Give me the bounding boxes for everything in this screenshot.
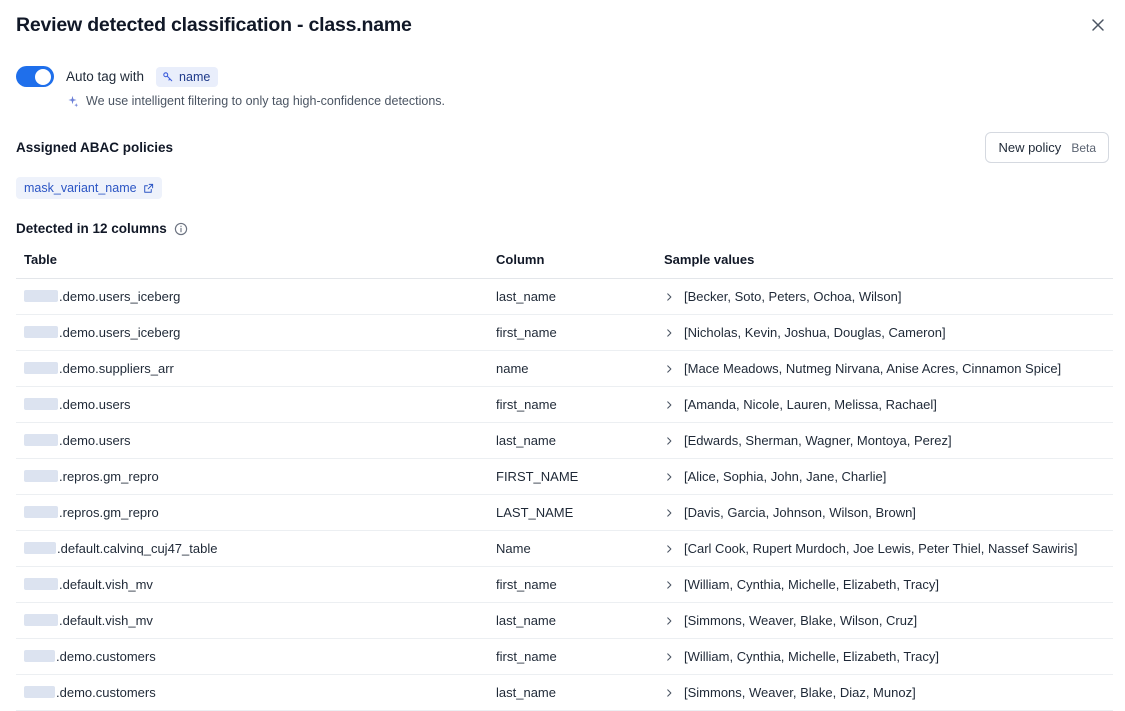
cell-table-name — [16, 675, 488, 711]
cell-sample-values — [656, 675, 1113, 711]
table-header-row — [16, 252, 1113, 279]
sample-values-wrapper — [664, 613, 1113, 628]
cell-sample-values — [656, 603, 1113, 639]
chevron-right-icon[interactable] — [664, 688, 674, 698]
abac-policy-label: mask_variant_name — [24, 181, 137, 195]
table-name-text: .default.vish_mv — [59, 577, 153, 592]
abac-policy-link[interactable] — [16, 177, 162, 199]
table-name-text: .default.vish_mv — [59, 613, 153, 628]
cell-table-name — [16, 351, 488, 387]
redacted-prefix — [24, 542, 56, 554]
sample-values-text: [Simmons, Weaver, Blake, Wilson, Cruz] — [684, 613, 918, 628]
column-header-table: Table — [16, 252, 488, 279]
chevron-right-icon[interactable] — [664, 364, 674, 374]
cell-table-name — [16, 567, 488, 603]
table-name-text: .demo.customers — [56, 649, 156, 664]
redacted-prefix — [24, 578, 58, 590]
cell-column-name: first_name — [488, 639, 656, 675]
redacted-prefix — [24, 326, 58, 338]
sample-values-wrapper — [664, 505, 1113, 520]
auto-tag-hint-text: We use intelligent filtering to only tag high-confidence detections. — [86, 94, 446, 108]
page-title: Review detected classification - class.name — [16, 14, 412, 36]
table-name-text: .repros.gm_repro — [59, 505, 159, 520]
redacted-prefix — [24, 614, 58, 626]
cell-sample-values — [656, 315, 1113, 351]
table-row[interactable] — [16, 531, 1113, 567]
chevron-right-icon[interactable] — [664, 328, 674, 338]
sample-values-text: [Nicholas, Kevin, Joshua, Douglas, Cameron] — [684, 325, 946, 340]
chevron-right-icon[interactable] — [664, 436, 674, 446]
cell-column-name: LAST_NAME — [488, 495, 656, 531]
cell-table-name — [16, 279, 488, 315]
chevron-right-icon[interactable] — [664, 508, 674, 518]
redacted-prefix — [24, 686, 55, 698]
cell-sample-values — [656, 495, 1113, 531]
cell-sample-values — [656, 531, 1113, 567]
table-name-text: .demo.suppliers_arr — [59, 361, 174, 376]
new-policy-label: New policy — [998, 140, 1062, 155]
table-row[interactable] — [16, 351, 1113, 387]
table-name-text: .demo.users_iceberg — [59, 325, 181, 340]
modal-header — [16, 0, 1109, 38]
cell-column-name: first_name — [488, 567, 656, 603]
table-row[interactable] — [16, 675, 1113, 711]
cell-sample-values — [656, 279, 1113, 315]
table-row[interactable] — [16, 603, 1113, 639]
auto-tag-hint — [66, 94, 1109, 108]
abac-section-header — [16, 132, 1109, 163]
tag-icon — [162, 71, 174, 83]
cell-column-name: name — [488, 351, 656, 387]
table-name-text: .repros.gm_repro — [59, 469, 159, 484]
detected-title: Detected in 12 columns — [16, 221, 167, 236]
cell-sample-values — [656, 423, 1113, 459]
sample-values-wrapper — [664, 361, 1113, 376]
sample-values-text: [Becker, Soto, Peters, Ochoa, Wilson] — [684, 289, 902, 304]
chevron-right-icon[interactable] — [664, 616, 674, 626]
cell-table-name — [16, 495, 488, 531]
sample-values-text: [Davis, Garcia, Johnson, Wilson, Brown] — [684, 505, 916, 520]
table-row[interactable] — [16, 495, 1113, 531]
cell-column-name: last_name — [488, 675, 656, 711]
auto-tag-row — [16, 66, 1109, 87]
redacted-prefix — [24, 362, 58, 374]
detected-section-header — [16, 221, 1109, 236]
cell-sample-values — [656, 351, 1113, 387]
cell-column-name: FIRST_NAME — [488, 459, 656, 495]
table-row[interactable] — [16, 315, 1113, 351]
info-icon[interactable] — [174, 222, 188, 236]
abac-title: Assigned ABAC policies — [16, 140, 174, 155]
sample-values-text: [Carl Cook, Rupert Murdoch, Joe Lewis, Peter Thiel, Nassef Sawiris] — [684, 541, 1078, 556]
cell-column-name: last_name — [488, 603, 656, 639]
sample-values-text: [Alice, Sophia, John, Jane, Charlie] — [684, 469, 887, 484]
table-name-text: .demo.users — [59, 397, 131, 412]
chevron-right-icon[interactable] — [664, 544, 674, 554]
cell-table-name — [16, 459, 488, 495]
redacted-prefix — [24, 470, 58, 482]
table-row[interactable] — [16, 387, 1113, 423]
cell-column-name: first_name — [488, 315, 656, 351]
sample-values-wrapper — [664, 541, 1113, 556]
table-row[interactable] — [16, 423, 1113, 459]
sample-values-wrapper — [664, 469, 1113, 484]
cell-table-name — [16, 315, 488, 351]
cell-sample-values — [656, 639, 1113, 675]
sample-values-wrapper — [664, 325, 1113, 340]
redacted-prefix — [24, 506, 58, 518]
cell-column-name: last_name — [488, 279, 656, 315]
cell-sample-values — [656, 567, 1113, 603]
beta-badge: Beta — [1071, 140, 1096, 155]
external-link-icon — [143, 183, 154, 194]
abac-policy-list — [16, 177, 1109, 199]
new-policy-button[interactable] — [985, 132, 1109, 163]
sample-values-text: [Simmons, Weaver, Blake, Diaz, Munoz] — [684, 685, 916, 700]
sample-values-wrapper — [664, 685, 1113, 700]
cell-column-name: last_name — [488, 423, 656, 459]
chevron-right-icon[interactable] — [664, 400, 674, 410]
sparkle-icon — [66, 95, 79, 108]
auto-tag-toggle[interactable] — [16, 66, 54, 87]
table-row[interactable] — [16, 567, 1113, 603]
detected-columns-table — [16, 252, 1113, 711]
table-row[interactable] — [16, 279, 1113, 315]
sample-values-text: [William, Cynthia, Michelle, Elizabeth, Tracy] — [684, 577, 940, 592]
tag-chip-label: name — [179, 69, 211, 84]
chevron-right-icon[interactable] — [664, 580, 674, 590]
redacted-prefix — [24, 398, 58, 410]
close-icon[interactable] — [1085, 12, 1111, 38]
sample-values-wrapper — [664, 577, 1113, 592]
redacted-prefix — [24, 650, 55, 662]
chevron-right-icon[interactable] — [664, 472, 674, 482]
sample-values-wrapper — [664, 289, 1113, 304]
table-row[interactable] — [16, 639, 1113, 675]
sample-values-wrapper — [664, 649, 1113, 664]
sample-values-text: [William, Cynthia, Michelle, Elizabeth, Tracy] — [684, 649, 940, 664]
sample-values-text: [Edwards, Sherman, Wagner, Montoya, Perez] — [684, 433, 952, 448]
cell-column-name: first_name — [488, 387, 656, 423]
cell-sample-values — [656, 387, 1113, 423]
chevron-right-icon[interactable] — [664, 292, 674, 302]
column-header-column: Column — [488, 252, 656, 279]
status-badge[interactable] — [156, 67, 218, 87]
cell-table-name — [16, 639, 488, 675]
sample-values-wrapper — [664, 397, 1113, 412]
table-name-text: .default.calvinq_cuj47_table — [57, 541, 218, 556]
cell-column-name: Name — [488, 531, 656, 567]
cell-sample-values — [656, 459, 1113, 495]
cell-table-name — [16, 387, 488, 423]
table-name-text: .demo.users_iceberg — [59, 289, 181, 304]
table-row[interactable] — [16, 459, 1113, 495]
cell-table-name — [16, 603, 488, 639]
chevron-right-icon[interactable] — [664, 652, 674, 662]
column-header-sample-values: Sample values — [656, 252, 1113, 279]
auto-tag-label: Auto tag with — [66, 69, 145, 84]
table-name-text: .demo.customers — [56, 685, 156, 700]
cell-table-name — [16, 423, 488, 459]
sample-values-wrapper — [664, 433, 1113, 448]
sample-values-text: [Mace Meadows, Nutmeg Nirvana, Anise Acres, Cinnamon Spice] — [684, 361, 1062, 376]
cell-table-name — [16, 531, 488, 567]
redacted-prefix — [24, 290, 58, 302]
redacted-prefix — [24, 434, 58, 446]
table-name-text: .demo.users — [59, 433, 131, 448]
sample-values-text: [Amanda, Nicole, Lauren, Melissa, Rachael] — [684, 397, 937, 412]
